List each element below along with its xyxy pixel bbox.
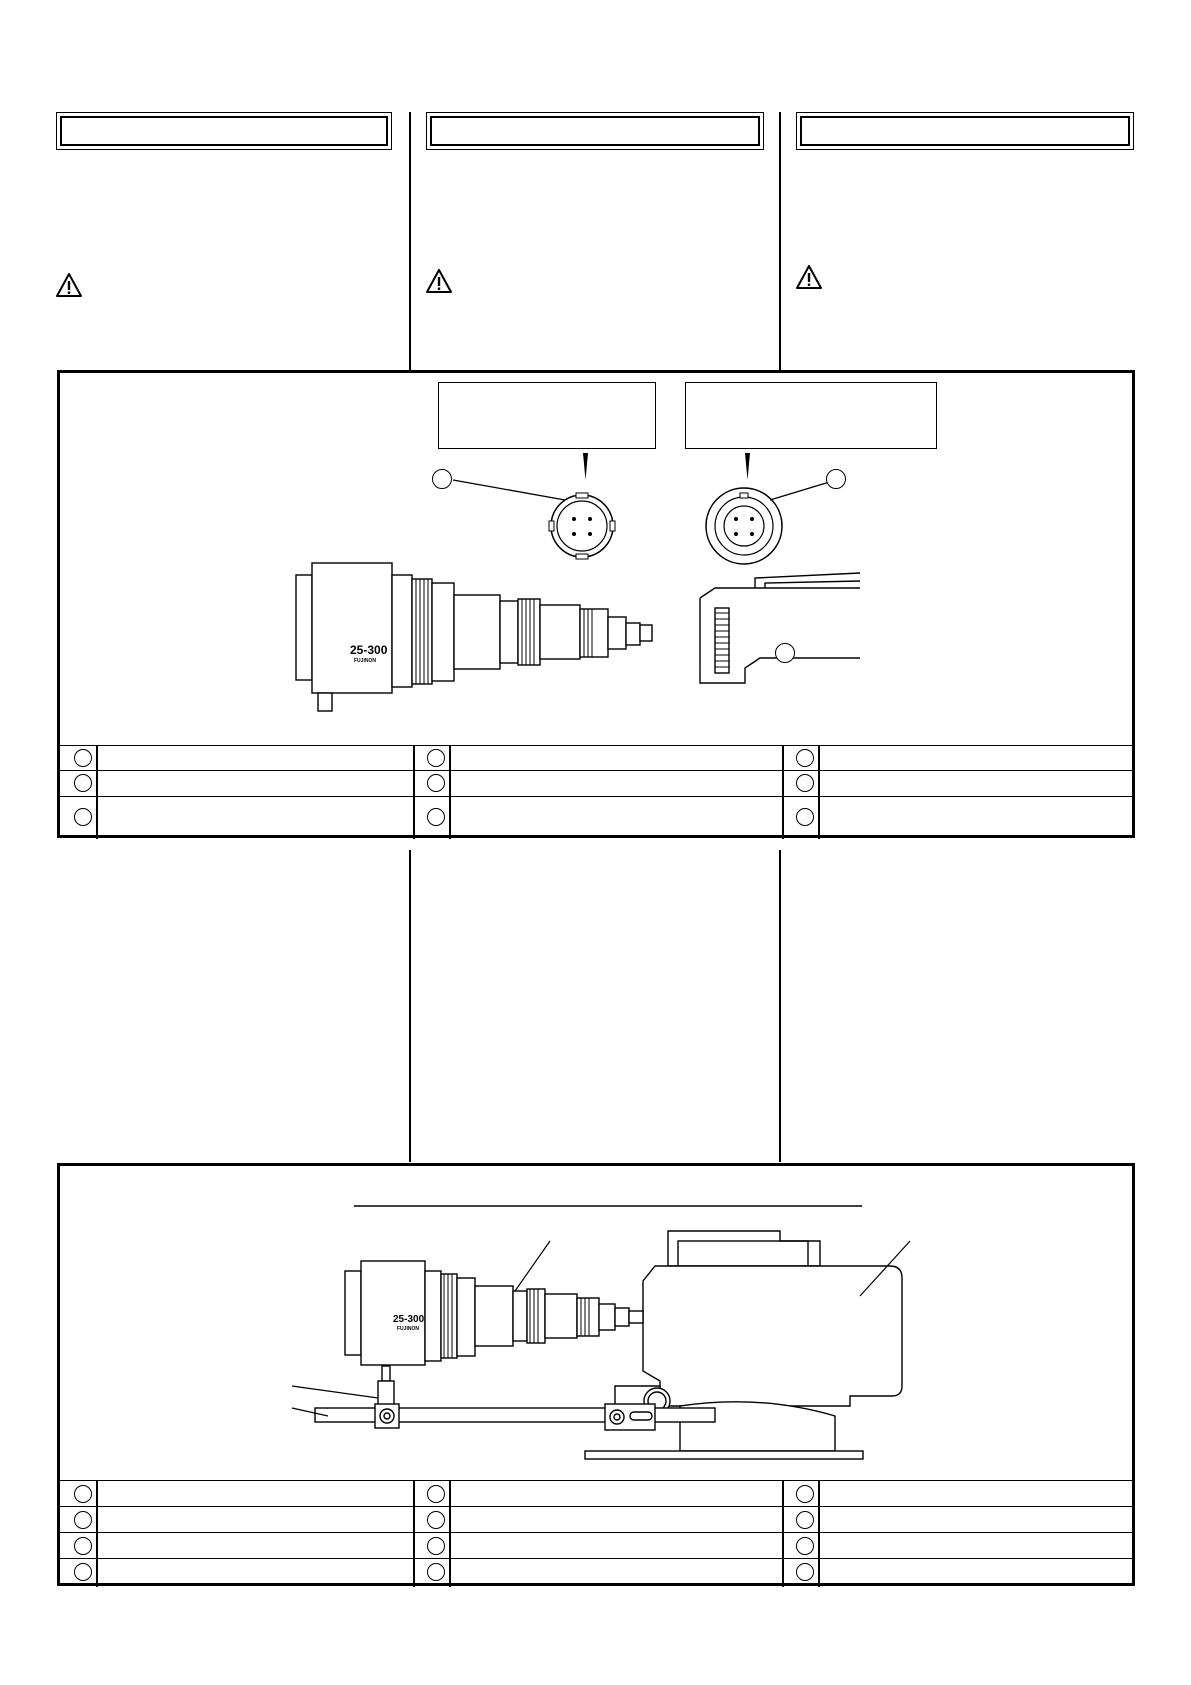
legend-number-marker <box>796 1537 814 1555</box>
legend-number-marker <box>74 1511 92 1529</box>
section-heading-1 <box>56 112 392 150</box>
legend-number-marker <box>427 1537 445 1555</box>
legend-number-marker <box>427 1485 445 1503</box>
zoom-lens-drawing <box>345 1261 643 1365</box>
legend-row <box>60 745 1132 771</box>
legend-number-marker <box>74 808 92 826</box>
legend-row <box>60 1506 1132 1533</box>
legend-number-marker <box>796 808 814 826</box>
callout-marker-camera-body <box>775 643 795 663</box>
legend-number-marker <box>427 808 445 826</box>
figure-1-panel <box>57 370 1135 838</box>
legend-number-marker <box>74 1563 92 1581</box>
warning-triangle-icon <box>55 272 83 298</box>
section-heading-2 <box>426 112 764 150</box>
warning-triangle-icon <box>425 268 453 294</box>
legend-row <box>60 1532 1132 1559</box>
column-divider <box>779 850 781 1162</box>
warning-triangle-icon <box>795 264 823 290</box>
lens-focal-marking: 25-300 <box>393 1314 425 1325</box>
callout-marker-lens-connector <box>432 469 452 489</box>
figure-1-legend <box>60 745 1132 835</box>
figure-2-panel <box>57 1163 1135 1586</box>
legend-number-marker <box>796 1485 814 1503</box>
legend-number-marker <box>74 749 92 767</box>
legend-number-marker <box>427 749 445 767</box>
lens-focal-marking: 25-300 <box>350 643 388 657</box>
legend-number-marker <box>427 774 445 792</box>
legend-row <box>60 796 1132 839</box>
column-divider <box>779 112 781 370</box>
lens-camera-assembly-drawing <box>60 1166 1132 1466</box>
lens-connector-drawing <box>549 493 615 559</box>
legend-number-marker <box>427 1511 445 1529</box>
column-divider <box>409 112 411 370</box>
callout-marker-camera-connector <box>826 469 846 489</box>
legend-row <box>60 1480 1132 1507</box>
legend-number-marker <box>796 774 814 792</box>
legend-number-marker <box>796 749 814 767</box>
zoom-lens-drawing <box>296 563 652 711</box>
legend-number-marker <box>74 1537 92 1555</box>
legend-number-marker <box>74 1485 92 1503</box>
figure-2-legend <box>60 1480 1132 1583</box>
column-divider <box>409 850 411 1162</box>
connector-diagram <box>60 373 1132 703</box>
legend-number-marker <box>427 1563 445 1581</box>
camera-connector-drawing <box>706 488 782 564</box>
lens-brand-marking: FUJINON <box>354 658 376 664</box>
legend-number-marker <box>74 774 92 792</box>
lens-brand-marking: FUJINON <box>397 1326 419 1332</box>
legend-row <box>60 770 1132 797</box>
legend-row <box>60 1558 1132 1587</box>
legend-number-marker <box>796 1563 814 1581</box>
legend-number-marker <box>796 1511 814 1529</box>
section-heading-3 <box>796 112 1134 150</box>
